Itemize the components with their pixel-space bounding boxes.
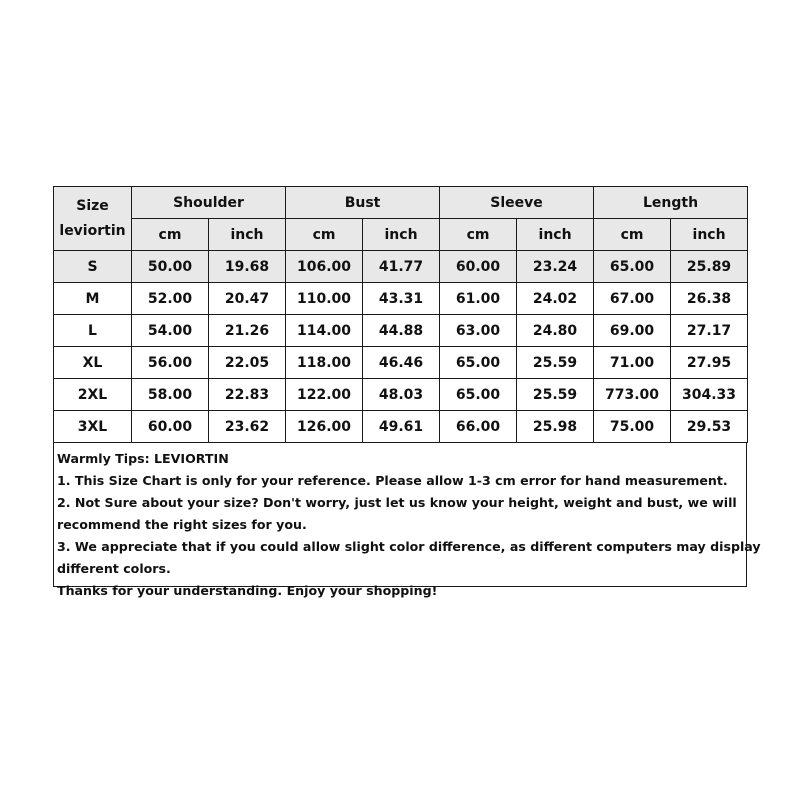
value-cell: 126.00 xyxy=(286,411,363,443)
value-cell: 50.00 xyxy=(132,251,209,283)
size-table xyxy=(53,186,748,443)
value-cell: 25.59 xyxy=(517,347,594,379)
value-cell: 48.03 xyxy=(363,379,440,411)
size-header-label: Size xyxy=(76,197,109,214)
notes-title: Warmly Tips: LEVIORTIN xyxy=(57,451,229,466)
size-cell: S xyxy=(54,251,132,283)
unit-header: inch xyxy=(671,219,748,251)
value-cell: 67.00 xyxy=(594,283,671,315)
table-row xyxy=(54,411,748,443)
value-cell: 110.00 xyxy=(286,283,363,315)
unit-header: cm xyxy=(594,219,671,251)
value-cell: 23.24 xyxy=(517,251,594,283)
group-header-shoulder: Shoulder xyxy=(132,187,286,219)
notes-line: 2. Not Sure about your size? Don't worry, just let us know your height, weight and bust, we will xyxy=(57,495,737,510)
size-header-brand: leviortin xyxy=(59,222,126,239)
notes-line: 3. We appreciate that if you could allow slight color difference, as different computers may display xyxy=(57,539,761,554)
value-cell: 122.00 xyxy=(286,379,363,411)
table-row xyxy=(54,347,748,379)
value-cell: 65.00 xyxy=(440,347,517,379)
value-cell: 69.00 xyxy=(594,315,671,347)
table-row xyxy=(54,379,748,411)
value-cell: 25.89 xyxy=(671,251,748,283)
notes-line: different colors. xyxy=(57,561,171,576)
value-cell: 65.00 xyxy=(594,251,671,283)
unit-header: cm xyxy=(286,219,363,251)
value-cell: 27.95 xyxy=(671,347,748,379)
value-cell: 46.46 xyxy=(363,347,440,379)
size-cell: 3XL xyxy=(54,411,132,443)
value-cell: 304.33 xyxy=(671,379,748,411)
size-cell: M xyxy=(54,283,132,315)
size-cell: L xyxy=(54,315,132,347)
value-cell: 43.31 xyxy=(363,283,440,315)
value-cell: 20.47 xyxy=(209,283,286,315)
value-cell: 75.00 xyxy=(594,411,671,443)
size-chart xyxy=(53,186,761,598)
size-cell: XL xyxy=(54,347,132,379)
unit-header: cm xyxy=(132,219,209,251)
value-cell: 22.05 xyxy=(209,347,286,379)
value-cell: 65.00 xyxy=(440,379,517,411)
group-header-bust: Bust xyxy=(286,187,440,219)
value-cell: 61.00 xyxy=(440,283,517,315)
value-cell: 56.00 xyxy=(132,347,209,379)
notes-line: 1. This Size Chart is only for your reference. Please allow 1-3 cm error for hand measurement. xyxy=(57,473,728,488)
value-cell: 63.00 xyxy=(440,315,517,347)
group-header-sleeve: Sleeve xyxy=(440,187,594,219)
size-notes xyxy=(53,443,761,598)
table-row xyxy=(54,283,748,315)
value-cell: 21.26 xyxy=(209,315,286,347)
unit-header: inch xyxy=(363,219,440,251)
size-column-header xyxy=(54,187,132,251)
unit-header: inch xyxy=(517,219,594,251)
table-row xyxy=(54,315,748,347)
value-cell: 26.38 xyxy=(671,283,748,315)
group-header-row xyxy=(54,187,748,219)
value-cell: 60.00 xyxy=(132,411,209,443)
value-cell: 58.00 xyxy=(132,379,209,411)
value-cell: 25.59 xyxy=(517,379,594,411)
value-cell: 60.00 xyxy=(440,251,517,283)
value-cell: 71.00 xyxy=(594,347,671,379)
value-cell: 27.17 xyxy=(671,315,748,347)
unit-header-row xyxy=(54,219,748,251)
unit-header: inch xyxy=(209,219,286,251)
value-cell: 54.00 xyxy=(132,315,209,347)
value-cell: 24.80 xyxy=(517,315,594,347)
value-cell: 106.00 xyxy=(286,251,363,283)
notes-line: recommend the right sizes for you. xyxy=(57,517,307,532)
table-row xyxy=(54,251,748,283)
value-cell: 29.53 xyxy=(671,411,748,443)
value-cell: 41.77 xyxy=(363,251,440,283)
value-cell: 24.02 xyxy=(517,283,594,315)
unit-header: cm xyxy=(440,219,517,251)
value-cell: 19.68 xyxy=(209,251,286,283)
value-cell: 114.00 xyxy=(286,315,363,347)
value-cell: 25.98 xyxy=(517,411,594,443)
group-header-length: Length xyxy=(594,187,748,219)
value-cell: 52.00 xyxy=(132,283,209,315)
value-cell: 66.00 xyxy=(440,411,517,443)
value-cell: 22.83 xyxy=(209,379,286,411)
value-cell: 23.62 xyxy=(209,411,286,443)
value-cell: 118.00 xyxy=(286,347,363,379)
value-cell: 49.61 xyxy=(363,411,440,443)
value-cell: 44.88 xyxy=(363,315,440,347)
value-cell: 773.00 xyxy=(594,379,671,411)
size-cell: 2XL xyxy=(54,379,132,411)
notes-closing: Thanks for your understanding. Enjoy your shopping! xyxy=(57,583,438,598)
